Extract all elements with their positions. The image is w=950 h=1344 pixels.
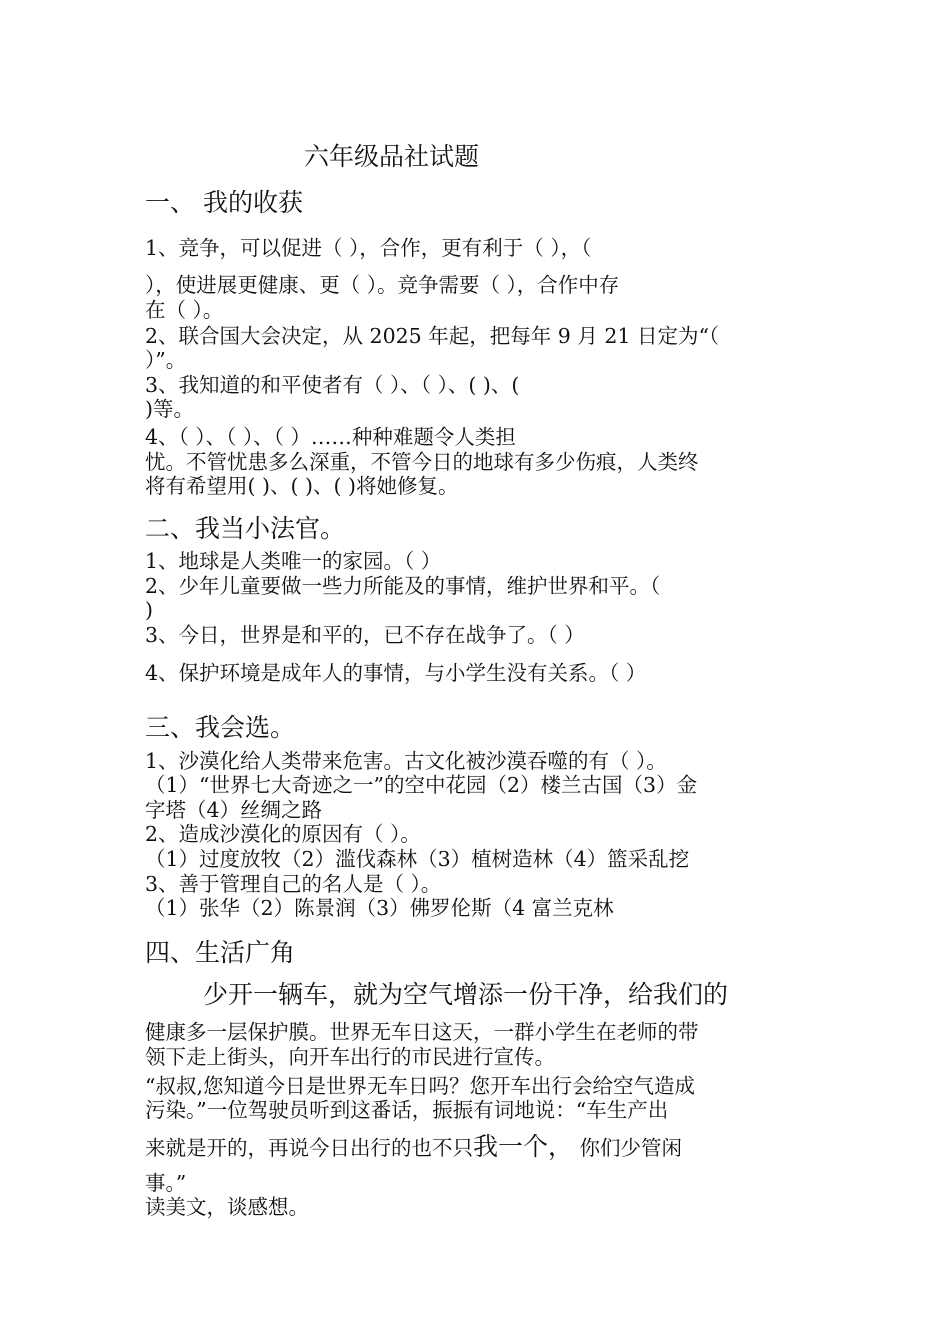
passage-segment: 我一个， <box>473 1132 574 1161</box>
question-line: ) <box>145 598 153 622</box>
question-line: 3、我知道的和平使者有（ ）、（ ）、( )、( <box>145 373 520 397</box>
passage-first-line: 少开一辆车，就为空气增添一份干净，给我们的 <box>203 980 729 1009</box>
passage-segment: 来就是开的，再说今日出行的也不只 <box>145 1136 473 1160</box>
passage-line: “叔叔,您知道今日是世界无车日吗？您开车出行会给空气造成 <box>145 1074 695 1098</box>
question-line: 3、善于管理自己的名人是（ ）。 <box>145 872 442 896</box>
question-line: 忧。不管忧患多么深重，不管今日的地球有多少伤痕，人类终 <box>145 450 699 474</box>
passage-line: 污染。”一位驾驶员听到这番话，振振有词地说：“车生产出 <box>145 1098 669 1122</box>
question-line: 1、竞争，可以促进（ ），合作，更有利于（ ），（ <box>145 236 592 260</box>
question-line: 2、联合国大会决定，从 2025 年起，把每年 9 月 21 日定为“（ <box>145 324 720 348</box>
question-line: 将有希望用( )、( )、( )将她修复。 <box>145 474 459 498</box>
passage-line: 领下走上街头，向开车出行的市民进行宣传。 <box>145 1045 555 1069</box>
passage-segment: 你们少管闲 <box>579 1136 683 1160</box>
question-line: （1）张华（2）陈景润（3）佛罗伦斯（4 富兰克林 <box>145 896 614 920</box>
question-line: 字塔（4）丝绸之路 <box>145 798 323 822</box>
passage-line: 健康多一层保护膜。世界无车日这天，一群小学生在老师的带 <box>145 1020 699 1044</box>
task-line: 读美文，谈感想。 <box>145 1195 309 1219</box>
section-heading-life: 四、生活广角 <box>145 938 296 967</box>
question-line: 1、沙漠化给人类带来危害。古文化被沙漠吞噬的有（ ）。 <box>145 749 667 773</box>
question-line: 3、今日，世界是和平的，已不存在战争了。（ ） <box>145 623 585 647</box>
question-line: )等。 <box>145 397 194 421</box>
section-heading-choose: 三、我会选。 <box>145 713 296 742</box>
question-line: （1）过度放牧（2）滥伐森林（3）植树造林（4）篮采乱挖 <box>145 847 690 871</box>
question-line: 4、（ ）、（ ）、（ ）……种种难题令人类担 <box>145 425 516 449</box>
question-line: 4、保护环境是成年人的事情，与小学生没有关系。（ ） <box>145 661 647 685</box>
question-line: ）”。 <box>145 348 187 372</box>
section-heading-harvest: 一、 我的收获 <box>145 188 303 217</box>
page-title: 六年级品社试题 <box>304 142 480 171</box>
question-line: ），使进展更健康、更（ ）。竞争需要（ ），合作中存 <box>145 273 620 297</box>
passage-line: 事。” <box>145 1171 187 1195</box>
question-line: 2、少年儿童要做一些力所能及的事情，维护世界和平。（ <box>145 574 661 598</box>
passage-mixed-line <box>145 1132 683 1161</box>
question-line: 2、造成沙漠化的原因有（ ）。 <box>145 822 421 846</box>
section-heading-judge: 二、我当小法官。 <box>145 514 346 543</box>
question-line: （1）“世界七大奇迹之一”的空中花园（2）楼兰古国（3）金 <box>145 773 698 797</box>
question-line: 1、地球是人类唯一的家园。（ ） <box>145 549 442 573</box>
question-line: 在（ ）。 <box>145 298 224 322</box>
